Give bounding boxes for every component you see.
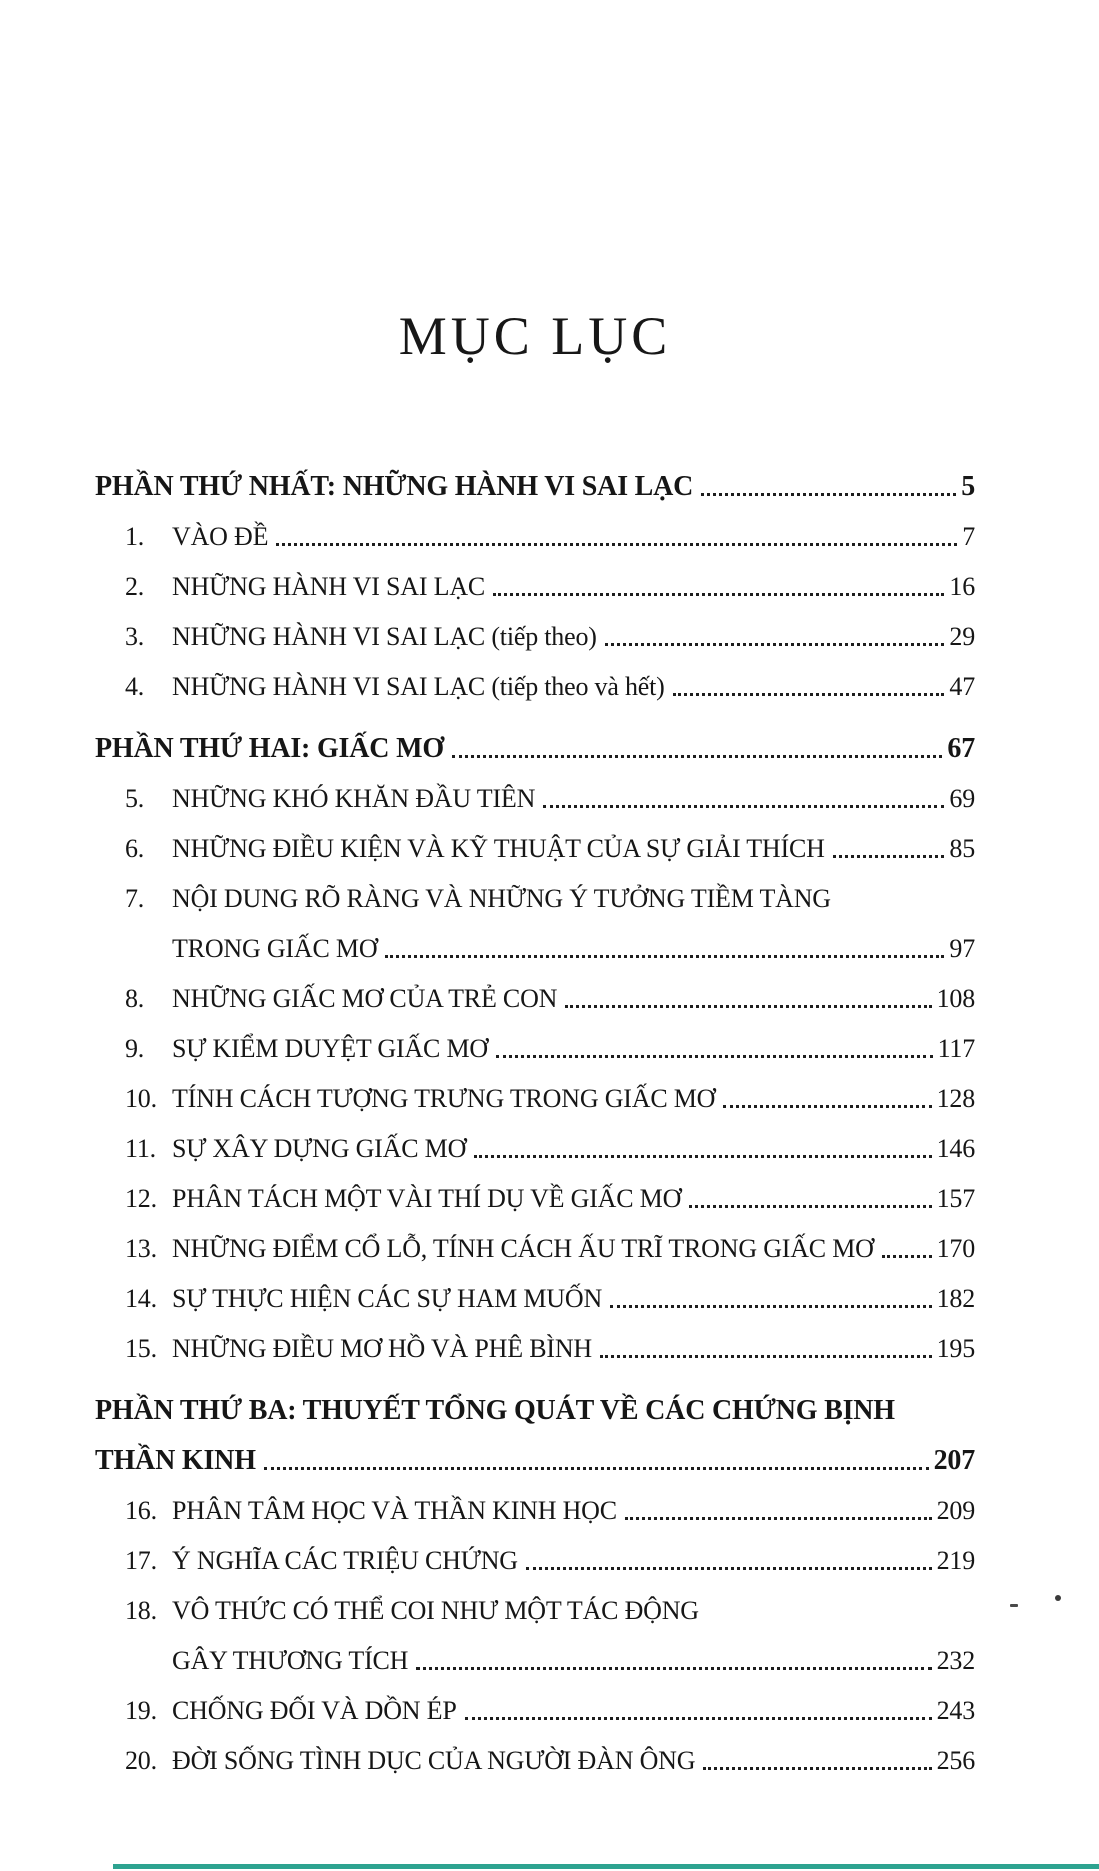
toc-row: [95, 1536, 975, 1586]
toc-entry-text: NHỮNG GIẤC MƠ CỦA TRẺ CON: [172, 984, 558, 1013]
dot-leader: [543, 805, 944, 808]
dot-leader: [493, 593, 944, 596]
dot-leader: [703, 1767, 931, 1770]
toc-entry-number: 3.: [125, 622, 145, 651]
dot-leader: [605, 643, 945, 646]
dot-leader: [610, 1305, 932, 1308]
toc-page-number: 170: [936, 1234, 975, 1263]
toc-entry-number: 7.: [125, 884, 145, 913]
toc-page-number: 16: [949, 572, 975, 601]
toc-entry-text: PHẦN THỨ NHẤT: NHỮNG HÀNH VI SAI LẠC: [95, 471, 694, 502]
toc-page-number: 97: [949, 934, 975, 963]
toc-entry-text: NHỮNG ĐIỂM CỔ LỖ, TÍNH CÁCH ẤU TRĨ TRONG GIẤC MƠ: [172, 1234, 874, 1263]
dot-leader: [474, 1155, 931, 1158]
toc-page-number: 69: [949, 784, 975, 813]
toc-entry-text: PHÂN TÁCH MỘT VÀI THÍ DỤ VỀ GIẤC MƠ: [172, 1184, 682, 1213]
toc-page-number: 232: [936, 1646, 975, 1675]
toc-row: [95, 612, 975, 662]
toc-row: [95, 1074, 975, 1124]
toc-entry-number: 1.: [125, 522, 145, 551]
toc-row: [95, 1024, 975, 1074]
toc-entry-text: CHỐNG ĐỐI VÀ DỒN ÉP: [172, 1696, 457, 1725]
dot-leader: [496, 1055, 933, 1058]
dot-leader: [673, 693, 945, 696]
toc-entry-number: 15.: [125, 1334, 157, 1363]
toc-list: [95, 462, 975, 1786]
toc-row: [95, 1274, 975, 1324]
toc-row: [95, 1436, 975, 1486]
dot-leader: [723, 1105, 931, 1108]
toc-row: [95, 1324, 975, 1374]
toc-entry-number: 19.: [125, 1696, 157, 1725]
toc-row: [95, 924, 975, 974]
toc-page-number: 195: [936, 1334, 975, 1363]
toc-entry-number: 10.: [125, 1084, 157, 1113]
toc-entry-text: GÂY THƯƠNG TÍCH: [172, 1646, 409, 1675]
scan-speck: [1010, 1604, 1018, 1607]
toc-page-number: 47: [949, 672, 975, 701]
dot-leader: [385, 955, 944, 958]
dot-leader: [416, 1667, 931, 1670]
toc-entry-text: NHỮNG HÀNH VI SAI LẠC: [172, 572, 486, 601]
toc-page-number: 207: [933, 1445, 975, 1476]
toc-row: [95, 1174, 975, 1224]
toc-entry-number: 13.: [125, 1234, 157, 1263]
toc-entry-text: THẦN KINH: [95, 1445, 256, 1476]
toc-entry-text: NHỮNG HÀNH VI SAI LẠC (tiếp theo): [172, 622, 597, 651]
toc-entry-text: NHỮNG HÀNH VI SAI LẠC (tiếp theo và hết): [172, 672, 665, 701]
toc-row: [95, 512, 975, 562]
toc-entry-text: NHỮNG ĐIỀU MƠ HỒ VÀ PHÊ BÌNH: [172, 1334, 592, 1363]
dot-leader: [526, 1567, 932, 1570]
toc-row: [95, 1486, 975, 1536]
toc-entry-number: 2.: [125, 572, 145, 601]
toc-page-number: 146: [936, 1134, 975, 1163]
toc-row: [95, 824, 975, 874]
toc-row: [95, 724, 975, 774]
toc-page-number: 182: [936, 1284, 975, 1313]
toc-entry-text: PHẦN THỨ BA: THUYẾT TỔNG QUÁT VỀ CÁC CHỨNG BỊNH: [95, 1395, 895, 1426]
toc-row: [95, 1386, 975, 1436]
toc-entry-number: 11.: [125, 1134, 156, 1163]
toc-row: [95, 1686, 975, 1736]
toc-entry-text: SỰ XÂY DỰNG GIẤC MƠ: [172, 1134, 467, 1163]
toc-page-number: 7: [962, 522, 975, 551]
toc-entry-text: TRONG GIẤC MƠ: [172, 934, 378, 963]
dot-leader: [565, 1005, 931, 1008]
toc-row: [95, 974, 975, 1024]
toc-entry-text: Ý NGHĨA CÁC TRIỆU CHỨNG: [172, 1546, 518, 1575]
toc-entry-text: VÔ THỨC CÓ THỂ COI NHƯ MỘT TÁC ĐỘNG: [172, 1596, 699, 1625]
toc-entry-number: 4.: [125, 672, 145, 701]
dot-leader: [264, 1467, 929, 1470]
toc-entry-text: SỰ THỰC HIỆN CÁC SỰ HAM MUỐN: [172, 1284, 603, 1313]
toc-entry-text: NHỮNG ĐIỀU KIỆN VÀ KỸ THUẬT CỦA SỰ GIẢI THÍCH: [172, 834, 825, 863]
toc-entry-number: 9.: [125, 1034, 145, 1063]
dot-leader: [882, 1255, 932, 1258]
toc-row: [95, 1736, 975, 1786]
toc-entry-text: SỰ KIỂM DUYỆT GIẤC MƠ: [172, 1034, 488, 1063]
dot-leader: [276, 543, 957, 546]
toc-entry-number: 17.: [125, 1546, 157, 1575]
toc-row: [95, 1636, 975, 1686]
toc-page-number: 256: [936, 1746, 975, 1775]
dot-leader: [833, 855, 945, 858]
toc-row: [95, 462, 975, 512]
toc-page-number: 67: [947, 733, 975, 764]
toc-entry-text: PHÂN TÂM HỌC VÀ THẦN KINH HỌC: [172, 1496, 617, 1525]
toc-entry-text: VÀO ĐỀ: [172, 522, 269, 551]
toc-row: [95, 1224, 975, 1274]
dot-leader: [452, 755, 942, 758]
toc-entry-number: 8.: [125, 984, 145, 1013]
toc-entry-text: PHẦN THỨ HAI: GIẤC MƠ: [95, 733, 444, 764]
toc-entry-text: ĐỜI SỐNG TÌNH DỤC CỦA NGƯỜI ĐÀN ÔNG: [172, 1746, 696, 1775]
toc-entry-text: NHỮNG KHÓ KHĂN ĐẦU TIÊN: [172, 784, 536, 813]
toc-row: [95, 874, 975, 924]
scan-speck: [1055, 1595, 1061, 1601]
dot-leader: [600, 1355, 932, 1358]
toc-entry-number: 14.: [125, 1284, 157, 1313]
toc-row: [95, 1586, 975, 1636]
dot-leader: [625, 1517, 932, 1520]
toc-entry-number: 20.: [125, 1746, 157, 1775]
toc-page-number: 85: [949, 834, 975, 863]
toc-page-number: 5: [961, 471, 975, 502]
dot-leader: [701, 493, 956, 496]
toc-entry-number: 16.: [125, 1496, 157, 1525]
dot-leader: [465, 1717, 932, 1720]
toc-page-number: 108: [936, 984, 975, 1013]
toc-row: [95, 774, 975, 824]
toc-row: [95, 662, 975, 712]
toc-row: [95, 562, 975, 612]
toc-entry-text: NỘI DUNG RÕ RÀNG VÀ NHỮNG Ý TƯỞNG TIỀM TÀNG: [172, 884, 831, 913]
toc-entry-number: 12.: [125, 1184, 157, 1213]
toc-entry-number: 5.: [125, 784, 145, 813]
toc-row: [95, 1124, 975, 1174]
page-title: MỤC LỤC: [398, 306, 672, 366]
toc-page-number: 29: [949, 622, 975, 651]
toc-page-number: 219: [936, 1546, 975, 1575]
bottom-edge-bar: [113, 1864, 1099, 1869]
dot-leader: [689, 1205, 931, 1208]
toc-page-number: 157: [936, 1184, 975, 1213]
toc-entry-number: 18.: [125, 1596, 157, 1625]
toc-page-number: 209: [936, 1496, 975, 1525]
toc-page-number: 243: [936, 1696, 975, 1725]
toc-page-number: 117: [937, 1034, 975, 1063]
toc-page-number: 128: [936, 1084, 975, 1113]
toc-entry-text: TÍNH CÁCH TƯỢNG TRƯNG TRONG GIẤC MƠ: [172, 1084, 716, 1113]
toc-entry-number: 6.: [125, 834, 145, 863]
